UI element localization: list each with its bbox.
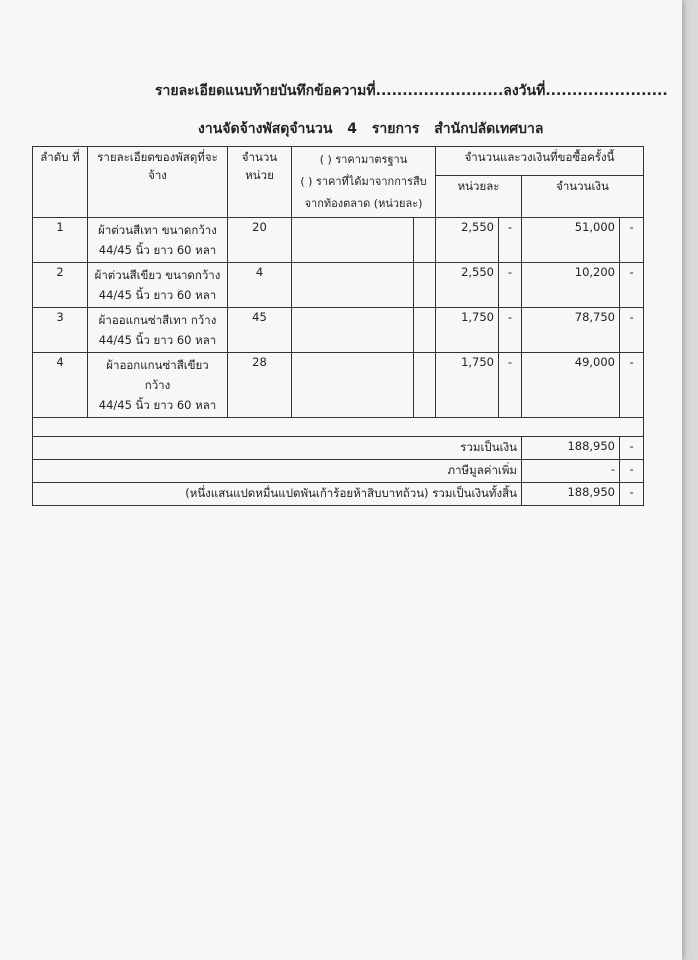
row-no: 4 xyxy=(33,353,88,418)
table-row xyxy=(33,308,644,353)
row-total: 10,200 xyxy=(522,263,620,308)
office-name: สำนักปลัดเทศบาล xyxy=(434,121,544,137)
document-title: รายละเอียดแนบท้ายบันทึกข้อความที่........................ลงวันที่....................... xyxy=(155,83,668,99)
spacer-row xyxy=(33,418,644,437)
sum-dash: - xyxy=(620,437,644,460)
row-unit-price: 1,750 xyxy=(436,308,499,353)
sum-value: 188,950 xyxy=(522,437,620,460)
header-amount-group: จำนวนและวงเงินที่ขอซื้อครั้งนี้ xyxy=(436,147,644,176)
sum-row xyxy=(33,437,644,460)
vat-value: - xyxy=(522,460,620,483)
row-qty: 20 xyxy=(228,218,292,263)
header-price-options xyxy=(292,147,436,218)
procurement-table xyxy=(32,146,644,506)
vat-row xyxy=(33,460,644,483)
row-total-dash: - xyxy=(620,218,644,263)
row-unit-price: 2,550 xyxy=(436,218,499,263)
row-unit-dash: - xyxy=(499,218,522,263)
row-no: 1 xyxy=(33,218,88,263)
header-unit-price: หน่วยละ xyxy=(436,176,522,218)
vat-label: ภาษีมูลค่าเพิ่ม xyxy=(33,460,522,483)
row-qty: 28 xyxy=(228,353,292,418)
item-count: 4 xyxy=(347,121,358,137)
price-option-standard: ( ) ราคามาตรฐาน xyxy=(319,153,408,166)
row-desc: ผ้าต่วนสีเขียว ขนาดกว้าง 44/45 นิ้ว ยาว 60 หลา xyxy=(88,263,228,308)
row-total: 49,000 xyxy=(522,353,620,418)
grand-total-words: (หนึ่งแสนแปดหมื่นแปดพันเก้าร้อยห้าสิบบาทถ้วน) xyxy=(185,486,429,500)
table-row xyxy=(33,218,644,263)
table-row xyxy=(33,353,644,418)
row-unit-price: 2,550 xyxy=(436,263,499,308)
table-row xyxy=(33,263,644,308)
row-desc: ผ้าออแกนซ่าสีเทา กว้าง 44/45 นิ้ว ยาว 60 หลา xyxy=(88,308,228,353)
subtitle-label: งานจัดจ้างพัสดุจำนวน xyxy=(198,121,333,137)
row-qty: 45 xyxy=(228,308,292,353)
price-option-market: ( ) ราคาที่ได้มาจากการสืบจากท้องตลาด (หน่วยละ) xyxy=(300,175,427,210)
header-no: ลำดับ ที่ xyxy=(33,147,88,218)
row-total: 78,750 xyxy=(522,308,620,353)
row-unit-dash: - xyxy=(499,308,522,353)
row-unit-price: 1,750 xyxy=(436,353,499,418)
row-total-dash: - xyxy=(620,308,644,353)
header-qty: จำนวน หน่วย xyxy=(228,147,292,218)
grand-total-row xyxy=(33,483,644,506)
grand-total-dash: - xyxy=(620,483,644,506)
row-desc: ผ้าต่วนสีเทา ขนาดกว้าง 44/45 นิ้ว ยาว 60 หลา xyxy=(88,218,228,263)
row-unit-dash: - xyxy=(499,263,522,308)
row-total-dash: - xyxy=(620,263,644,308)
row-qty: 4 xyxy=(228,263,292,308)
row-total: 51,000 xyxy=(522,218,620,263)
vat-dash: - xyxy=(620,460,644,483)
row-total-dash: - xyxy=(620,353,644,418)
document-subtitle xyxy=(198,118,553,140)
row-desc: ผ้าออกแกนซ่าสีเขียว กว้าง 44/45 นิ้ว ยาว 60 หลา xyxy=(88,353,228,418)
row-no: 2 xyxy=(33,263,88,308)
item-unit: รายการ xyxy=(371,121,420,137)
header-total: จำนวนเงิน xyxy=(522,176,644,218)
sum-label: รวมเป็นเงิน xyxy=(33,437,522,460)
grand-total-label xyxy=(33,483,522,506)
row-no: 3 xyxy=(33,308,88,353)
header-desc: รายละเอียดของพัสดุที่จะจ้าง xyxy=(88,147,228,218)
grand-total-value: 188,950 xyxy=(522,483,620,506)
grand-total-text: รวมเป็นเงินทั้งสิ้น xyxy=(432,486,517,500)
row-unit-dash: - xyxy=(499,353,522,418)
